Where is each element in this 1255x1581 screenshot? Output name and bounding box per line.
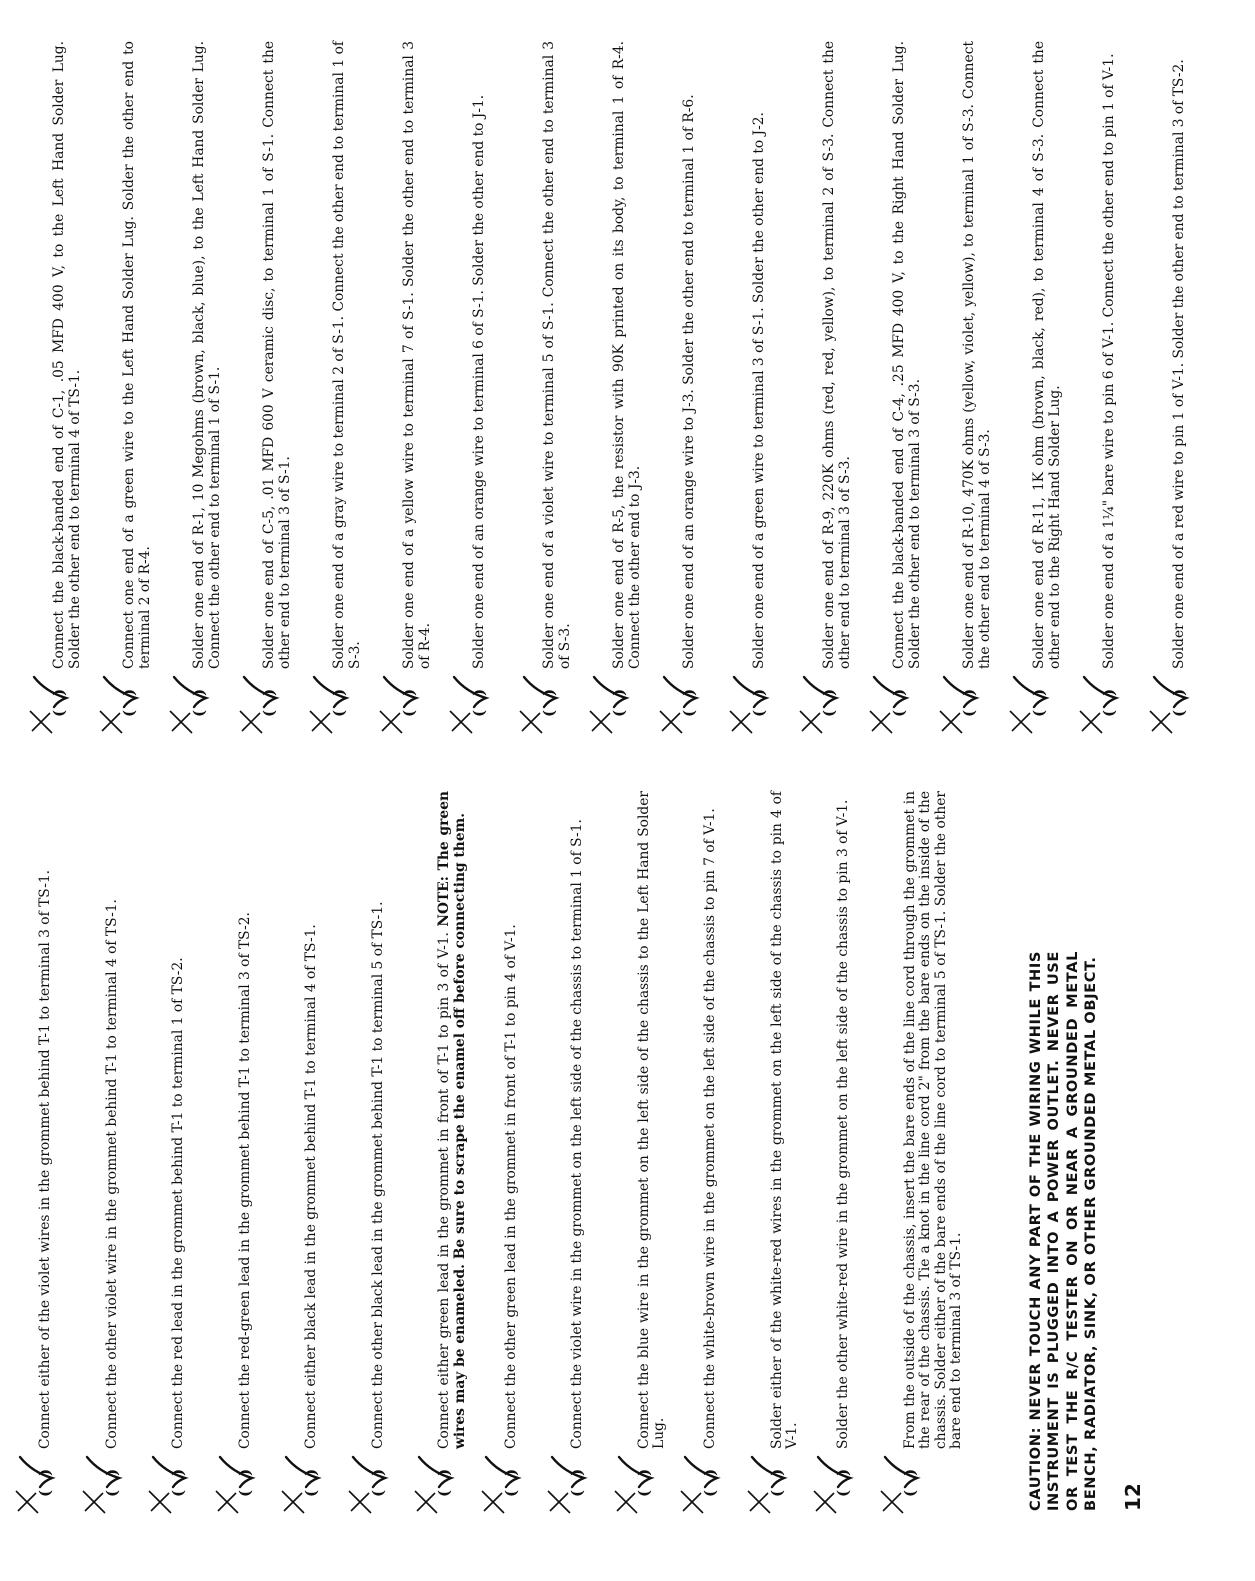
right-step-6 (402, 41, 472, 731)
checkbox-open-paren: ( (820, 709, 838, 717)
checkbox-open-paren: ( (900, 1489, 919, 1497)
right-step-13 (892, 41, 962, 731)
checkbox-open-paren: ( (169, 1489, 187, 1497)
step-text: Connect the other green lead in the grommet in front of T-1 to pin 4 of V-1. (502, 924, 519, 1449)
checkbox-close-paren: ) (501, 1468, 520, 1476)
checkbox[interactable] (38, 1469, 54, 1497)
checkbox[interactable] (402, 689, 418, 717)
checkbox-close-paren: ) (750, 688, 768, 696)
handwritten-check-icon (1082, 675, 1122, 709)
handwritten-check-icon (550, 1455, 590, 1489)
handwritten-check-icon (592, 675, 632, 709)
checkbox-open-paren: ( (750, 709, 768, 717)
right-step-9 (612, 41, 682, 731)
handwritten-check-icon (1012, 675, 1052, 709)
handwritten-check-icon (452, 675, 492, 709)
handwritten-check-icon (732, 675, 772, 709)
handwritten-check-icon (683, 1455, 723, 1489)
step-text: Connect one end of a green wire to the Left Hand Solder Lug. Solder the other end to terminal 2 of R-4. (121, 41, 153, 669)
step-text: Connect the other violet wire in the grommet behind T-1 to terminal 4 of TS-1. (103, 899, 120, 1449)
step-text: Solder either of the white-red wires in the grommet on the left side of the chassis to pin 4 of V-1. (768, 791, 800, 1449)
right-step-5 (332, 41, 402, 731)
checkbox[interactable] (1032, 689, 1048, 717)
checkbox-close-paren: ) (368, 1468, 387, 1476)
handwritten-check-icon (750, 1455, 790, 1489)
checkbox[interactable] (262, 689, 278, 717)
checkbox[interactable] (892, 689, 908, 717)
left-step-5 (304, 791, 371, 1511)
left-step-12 (767, 791, 837, 1511)
checkbox[interactable] (332, 689, 348, 717)
checkbox-close-paren: ) (540, 688, 558, 696)
checkbox-close-paren: ) (960, 688, 978, 696)
checkbox-close-paren: ) (400, 688, 418, 696)
checkbox-close-paren: ) (120, 688, 138, 696)
step-note: NOTE: The green wires may be enameled. Be sure to scrape the enamel off before connecting them. (436, 791, 468, 1449)
checkbox[interactable] (752, 689, 768, 717)
right-step-17 (1172, 41, 1242, 731)
right-step-2 (122, 41, 192, 731)
right-step-16 (1102, 41, 1172, 731)
handwritten-check-icon (883, 1455, 923, 1489)
left-step-4 (235, 791, 305, 1511)
checkbox-close-paren: ) (1170, 688, 1188, 696)
checkbox-close-paren: ) (102, 1468, 121, 1476)
checkbox-open-paren: ( (120, 709, 138, 717)
checkbox-close-paren: ) (1030, 688, 1048, 696)
checkbox-open-paren: ( (435, 1489, 453, 1497)
left-step-2 (102, 791, 172, 1511)
checkbox-close-paren: ) (890, 688, 908, 696)
checkbox[interactable] (304, 1469, 320, 1497)
checkbox-open-paren: ( (1100, 709, 1118, 717)
checkbox[interactable] (102, 1468, 121, 1497)
checkbox-open-paren: ( (701, 1489, 719, 1497)
handwritten-check-icon (242, 675, 282, 709)
handwritten-check-icon (816, 1455, 856, 1489)
right-step-8 (542, 41, 612, 731)
checkbox[interactable] (437, 1469, 453, 1497)
checkbox-close-paren: ) (50, 688, 68, 696)
checkbox-open-paren: ( (368, 1489, 387, 1497)
step-text: Connect the black-banded end of C-4, .25 MFD 400 V, to the Right Hand Solder Lug. Solder the other end to terminal 3 of S-3. (891, 41, 923, 669)
right-step-14 (962, 41, 1032, 731)
checkbox-close-paren: ) (36, 1468, 54, 1476)
checkbox[interactable] (767, 1468, 786, 1497)
checkbox[interactable] (472, 689, 488, 717)
step-text: Connect the red lead in the grommet behind T-1 to terminal 1 of TS-2. (170, 957, 186, 1449)
step-text: Connect either of the violet wires in the grommet behind T-1 to terminal 3 of TS-1. (37, 869, 53, 1449)
checkbox[interactable] (900, 1468, 919, 1497)
right-step-15 (1032, 41, 1102, 731)
checkbox-open-paren: ( (330, 709, 348, 717)
handwritten-check-icon (382, 675, 422, 709)
step-text: Solder one end of R-5, the resistor with 90K printed on its body, to terminal 1 of R-4. Connect the other end to J-3. (611, 41, 643, 669)
right-step-7 (472, 41, 542, 731)
checkbox-close-paren: ) (634, 1468, 653, 1476)
step-text: Solder one end of a yellow wire to terminal 7 of S-1. Solder the other end to terminal 3 of R-4. (401, 41, 433, 669)
right-step-4 (262, 41, 332, 731)
handwritten-check-icon (218, 1455, 258, 1489)
right-step-11 (752, 41, 822, 731)
step-text: Solder one end of C-5, .01 MFD 600 V ceramic disc, to terminal 1 of S-1. Connect the other end to terminal 3 of S-1. (261, 41, 293, 669)
left-step-3 (171, 791, 238, 1511)
checkbox-close-paren: ) (302, 1468, 320, 1476)
checkbox-close-paren: ) (169, 1468, 187, 1476)
left-step-14 (900, 791, 1021, 1511)
checkbox-close-paren: ) (767, 1468, 786, 1476)
caution-warning: CAUTION: NEVER TOUCH ANY PART OF THE WIRING WHILE THIS INSTRUMENT IS PLUGGED INTO A POWER OUTLET. NEVER USE OR TEST THE R/C TESTER ON OR NEAR A GROUNDED METAL BENCH, RADIATOR, SINK, OR OTHER GROUNDED METAL OBJECT. (1026, 951, 1099, 1511)
handwritten-check-icon (18, 1455, 58, 1489)
checkbox-open-paren: ( (260, 709, 278, 717)
handwritten-check-icon (662, 675, 702, 709)
checkbox[interactable] (1102, 689, 1118, 717)
checkbox[interactable] (612, 689, 628, 717)
checkbox-open-paren: ( (302, 1489, 320, 1497)
checkbox-close-paren: ) (435, 1468, 453, 1476)
step-text: Solder one end of a gray wire to terminal 2 of S-1. Connect the other end to terminal 1 of S-3. (331, 41, 363, 669)
step-text: Connect the white-brown wire in the grommet on the left side of the chassis to pin 7 of V-1. (702, 808, 718, 1449)
checkbox-close-paren: ) (568, 1468, 586, 1476)
checkbox-close-paren: ) (701, 1468, 719, 1476)
right-step-10 (682, 41, 752, 731)
checkbox-open-paren: ( (36, 1489, 54, 1497)
checkbox[interactable] (962, 689, 978, 717)
checkbox-close-paren: ) (1100, 688, 1118, 696)
checkbox-close-paren: ) (900, 1468, 919, 1476)
checkbox[interactable] (703, 1469, 719, 1497)
left-step-8 (501, 791, 571, 1511)
checkbox[interactable] (1172, 689, 1188, 717)
checkbox-open-paren: ( (767, 1489, 786, 1497)
step-text: Solder one end of a 1¼" bare wire to pin 6 of V-1. Connect the other end to pin 1 of V-1. (1101, 53, 1117, 669)
step-text: Connect the violet wire in the grommet on the left side of the chassis to terminal 1 of S-1. (569, 819, 585, 1449)
step-text: Connect either black lead in the grommet behind T-1 to terminal 4 of TS-1. (303, 924, 319, 1449)
checkbox-open-paren: ( (1170, 709, 1188, 717)
checkbox-open-paren: ( (102, 1489, 121, 1497)
step-text: Solder one end of an orange wire to terminal 6 of S-1. Solder the other end to J-1. (471, 94, 487, 669)
checkbox-open-paren: ( (610, 709, 628, 717)
handwritten-check-icon (802, 675, 842, 709)
checkbox-open-paren: ( (680, 709, 698, 717)
checkbox[interactable] (368, 1468, 387, 1497)
left-step-13 (836, 791, 903, 1511)
handwritten-check-icon (872, 675, 912, 709)
checkbox-close-paren: ) (820, 688, 838, 696)
checkbox-close-paren: ) (470, 688, 488, 696)
left-step-10 (634, 791, 704, 1511)
checkbox[interactable] (192, 689, 208, 717)
checkbox[interactable] (634, 1468, 653, 1497)
right-step-3 (192, 41, 262, 731)
step-text: From the outside of the chassis, insert the bare ends of the line cord through the grommet in the rear of the chassis. Tie a knot in the line cord 2" from the bare ends on the inside of the chassis. Solder either of the bare ends of the line cord to terminal 5 of TS-1. Solder the other bare end to terminal 3 of TS-1. (901, 791, 964, 1449)
step-text: Solder one end of R-10, 470K ohms (yellow, violet, yellow), to terminal 1 of S-3. Connect the other end to terminal 4 of S-3. (961, 41, 993, 669)
handwritten-check-icon (942, 675, 982, 709)
checkbox-open-paren: ( (960, 709, 978, 717)
checkbox[interactable] (836, 1469, 852, 1497)
step-text: Connect either green lead in the grommet in front of T-1 to pin 3 of V-1. (436, 926, 452, 1449)
handwritten-check-icon (172, 675, 212, 709)
checkbox[interactable] (235, 1468, 254, 1497)
checkbox-open-paren: ( (470, 709, 488, 717)
checkbox[interactable] (542, 689, 558, 717)
checkbox-close-paren: ) (834, 1468, 852, 1476)
right-column (52, 41, 1242, 731)
page-number: 12 (1120, 1483, 1145, 1511)
handwritten-check-icon (522, 675, 562, 709)
checkbox-close-paren: ) (260, 688, 278, 696)
left-step-1 (38, 791, 105, 1511)
checkbox-open-paren: ( (634, 1489, 653, 1497)
handwritten-check-icon (1152, 675, 1192, 709)
handwritten-check-icon (102, 675, 142, 709)
checkbox[interactable] (122, 689, 138, 717)
checkbox-open-paren: ( (568, 1489, 586, 1497)
checkbox[interactable] (822, 689, 838, 717)
checkbox-open-paren: ( (540, 709, 558, 717)
checkbox[interactable] (682, 689, 698, 717)
checkbox[interactable] (52, 689, 68, 717)
checkbox-open-paren: ( (50, 709, 68, 717)
handwritten-check-icon (151, 1455, 191, 1489)
checkbox-close-paren: ) (235, 1468, 254, 1476)
handwritten-check-icon (312, 675, 352, 709)
handwritten-check-icon (32, 675, 72, 709)
step-text: Solder one end of an orange wire to J-3. Solder the other end to terminal 1 of R-6. (681, 94, 697, 669)
checkbox-open-paren: ( (501, 1489, 520, 1497)
step-text: Solder one end of R-1, 10 Megohms (brown, black, blue), to the Left Hand Solder Lug. Connect the other end to terminal 1 of S-1. (191, 41, 223, 669)
step-text: Solder one end of a violet wire to terminal 5 of S-1. Connect the other end to terminal 3 of S-3. (541, 41, 573, 669)
checkbox-close-paren: ) (190, 688, 208, 696)
left-step-9 (570, 791, 637, 1511)
step-text: Solder one end of R-11, 1K ohm (brown, black, red), to terminal 4 of S-3. Connect the other end to the Right Hand Solder Lug. (1031, 41, 1063, 669)
step-text: Connect the blue wire in the grommet on the left side of the chassis to the Left Hand Solder Lug. (635, 791, 667, 1449)
checkbox-open-paren: ( (1030, 709, 1048, 717)
handwritten-check-icon (351, 1455, 391, 1489)
handwritten-check-icon (85, 1455, 125, 1489)
step-text: Solder one end of R-9, 220K ohms (red, red, yellow), to terminal 2 of S-3. Connect the other end to terminal 3 of S-3. (821, 41, 853, 669)
left-step-6 (368, 791, 438, 1511)
checkbox-close-paren: ) (610, 688, 628, 696)
step-text: Solder the other white-red wire in the grommet on the left side of the chassis to pin 3 of V-1. (835, 799, 851, 1449)
left-column (38, 791, 1145, 1511)
checkbox[interactable] (171, 1469, 187, 1497)
handwritten-check-icon (284, 1455, 324, 1489)
checkbox-open-paren: ( (190, 709, 208, 717)
checkbox[interactable] (501, 1468, 520, 1497)
step-text: Solder one end of a green wire to terminal 3 of S-1. Solder the other end to J-2. (751, 112, 767, 669)
checkbox-close-paren: ) (680, 688, 698, 696)
step-text: Connect the black-banded end of C-1, .05 MFD 400 V, to the Left Hand Solder Lug. Solder the other end to terminal 4 of TS-1. (51, 41, 83, 669)
step-text: Connect the other black lead in the grommet behind T-1 to terminal 5 of TS-1. (369, 901, 386, 1449)
checkbox-close-paren: ) (330, 688, 348, 696)
handwritten-check-icon (617, 1455, 657, 1489)
checkbox-open-paren: ( (400, 709, 418, 717)
step-text: Solder one end of a red wire to pin 1 of V-1. Solder the other end to terminal 3 of TS-2. (1171, 59, 1187, 669)
step-text: Connect the red-green lead in the grommet behind T-1 to terminal 3 of TS-2. (236, 912, 253, 1449)
checkbox-open-paren: ( (235, 1489, 254, 1497)
handwritten-check-icon (417, 1455, 457, 1489)
checkbox-open-paren: ( (834, 1489, 852, 1497)
checkbox[interactable] (570, 1469, 586, 1497)
left-step-11 (703, 791, 770, 1511)
handwritten-check-icon (484, 1455, 524, 1489)
right-step-1 (52, 41, 122, 731)
checkbox-open-paren: ( (890, 709, 908, 717)
right-step-12 (822, 41, 892, 731)
left-step-7 (437, 791, 504, 1511)
